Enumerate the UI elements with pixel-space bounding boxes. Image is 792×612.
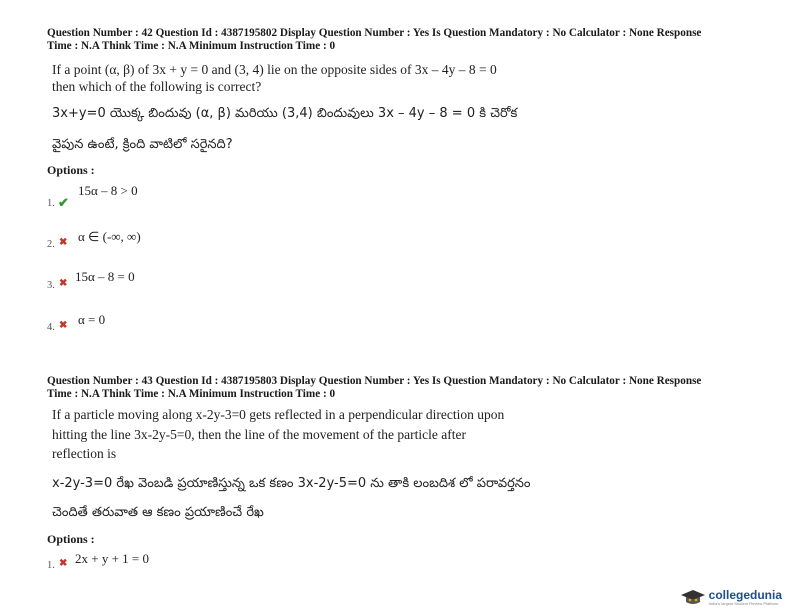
logo-tagline: India's largest Student Review Platform <box>708 600 779 606</box>
option-text: 15α – 8 > 0 <box>78 183 138 198</box>
q43-options-label: Options : <box>47 532 95 546</box>
q42-header-line1: Question Number : 42 Question Id : 4387195802 Display Question Number : Yes Is Question Mandatory : No Calculator : None Response <box>47 27 702 39</box>
option-number: 3. <box>47 280 55 291</box>
q42-text-line1: If a point (α, β) of 3x + y = 0 and (3, 4) lie on the opposite sides of 3x – 4y – 8 = 0 <box>52 62 497 77</box>
q42-header-line2: Time : N.A Think Time : N.A Minimum Instruction Time : 0 <box>47 40 336 52</box>
q43-telugu-line1: x-2y-3=0 రేఖ వెంబడి ప్రయాణిస్తున్న ఒక కణం 3x-2y-5=0 ను తాకి లంబదిశ లో పరావర్తనం <box>52 476 531 491</box>
option-number: 1. <box>47 198 55 209</box>
option-number: 1. <box>47 560 55 571</box>
option-number: 4. <box>47 322 55 333</box>
q42-text-line2: then which of the following is correct? <box>52 79 262 94</box>
q42-options-label: Options : <box>47 163 95 177</box>
q43-text-line3: reflection is <box>52 446 117 461</box>
cross-icon: ✖ <box>59 320 68 331</box>
q43-telugu-line2: చెందితే తరువాత ఆ కణం ప్రయాణించే రేఖ <box>52 505 264 520</box>
cross-icon: ✖ <box>59 558 68 569</box>
q42-telugu-line2: వైపున ఉంటే, క్రింది వాటిలో సరైనది? <box>52 137 233 152</box>
option-number: 2. <box>47 239 55 250</box>
option-text: α ∈ (-∞, ∞) <box>78 229 141 244</box>
check-icon: ✔ <box>58 195 69 210</box>
option-text: 15α – 8 = 0 <box>75 269 135 284</box>
logo-name: collegedunia <box>708 587 782 602</box>
q43-header-line2: Time : N.A Think Time : N.A Minimum Instruction Time : 0 <box>47 388 336 400</box>
q42-telugu-line1: 3x+y=0 యొక్క బిందువు (α, β) మరియు (3,4) బిందువులు 3x – 4y – 8 = 0 కి చెరోక <box>52 106 518 121</box>
q43-text-line2: hitting the line 3x-2y-5=0, then the line of the movement of the particle after <box>52 427 466 442</box>
option-text: 2x + y + 1 = 0 <box>75 551 149 566</box>
cross-icon: ✖ <box>59 237 68 248</box>
cross-icon: ✖ <box>59 278 68 289</box>
collegedunia-logo <box>680 588 782 606</box>
graduation-cap-icon <box>680 588 706 606</box>
option-text: α = 0 <box>78 312 106 327</box>
q43-text-line1: If a particle moving along x-2y-3=0 gets reflected in a perpendicular direction upon <box>52 407 505 422</box>
q43-header-line1: Question Number : 43 Question Id : 4387195803 Display Question Number : Yes Is Question Mandatory : No Calculator : None Response <box>47 375 702 387</box>
